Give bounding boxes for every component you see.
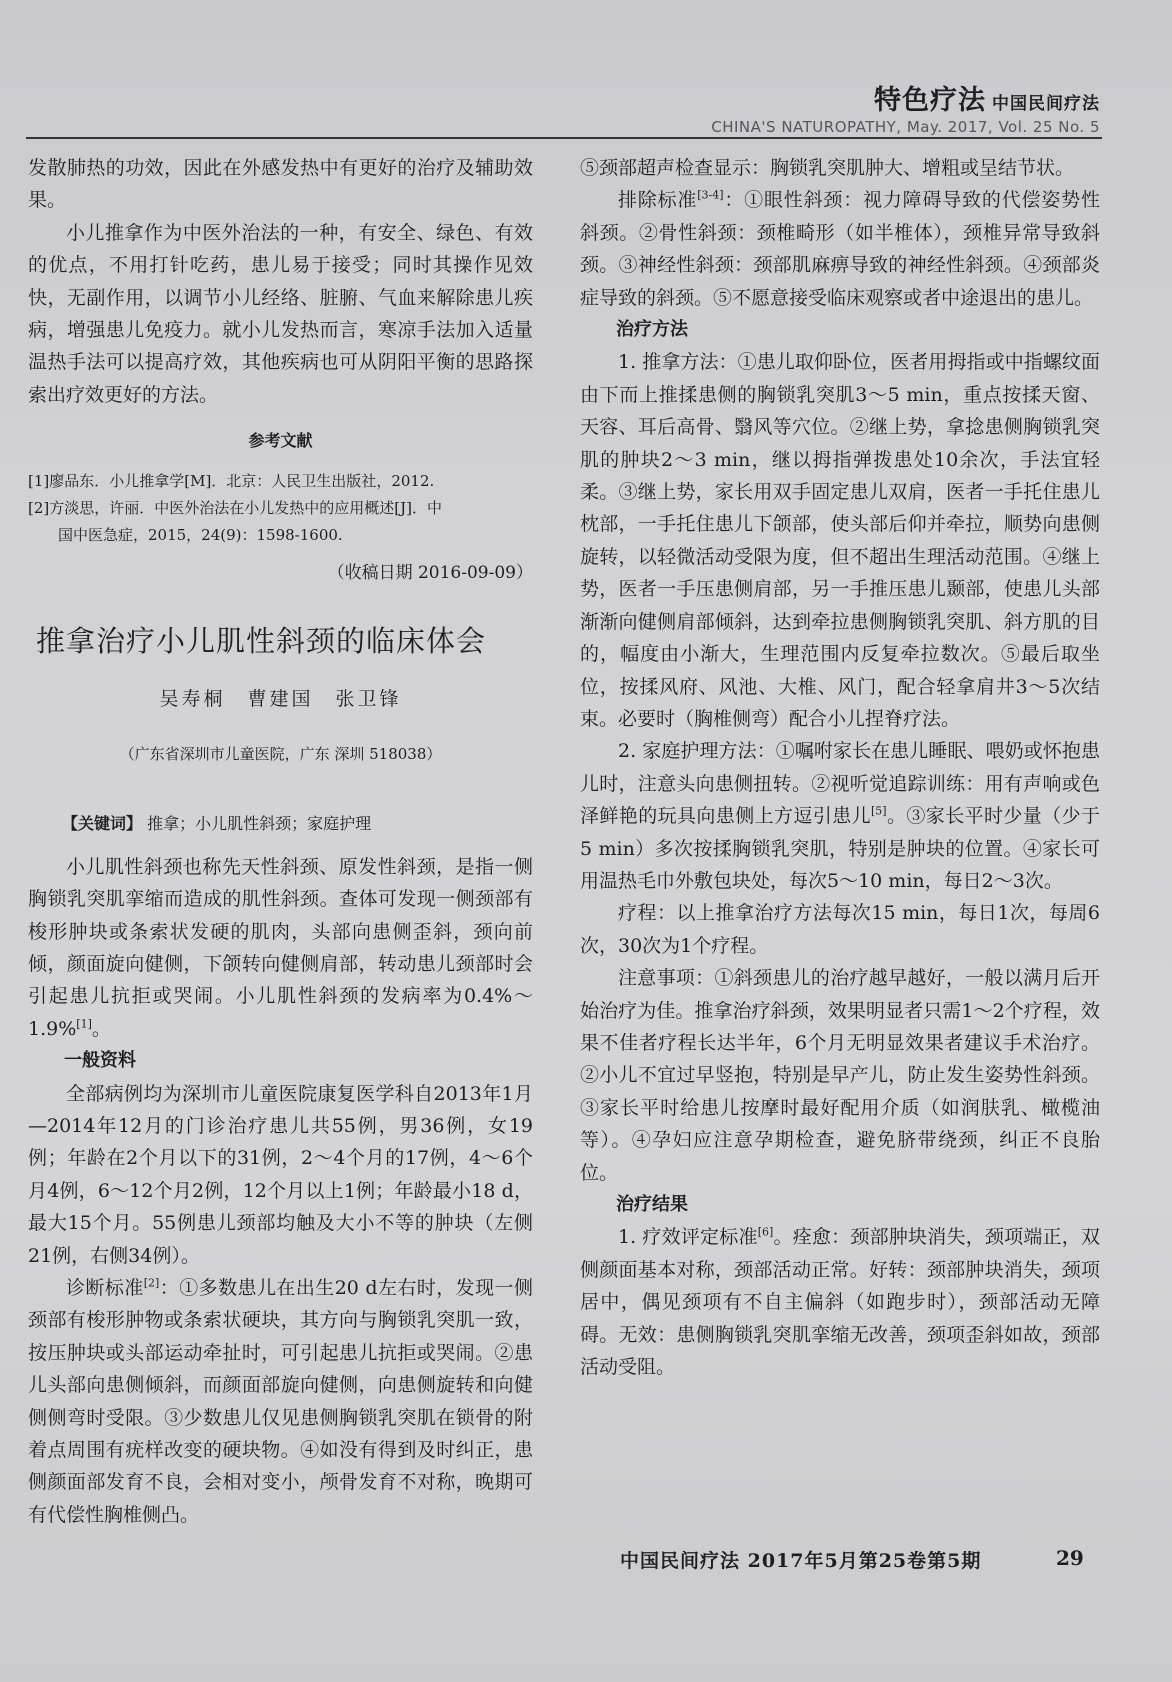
paragraph-text: 排除标准	[618, 189, 698, 212]
right-column	[580, 152, 1100, 1383]
received-date: （收稿日期 2016-09-09）	[327, 562, 533, 583]
article-authors: 吴寿桐 曹建国 张卫锋	[159, 688, 402, 711]
page-number: 29	[1056, 1546, 1084, 1570]
paragraph: 小儿推拿作为中医外治法的一种，有安全、绿色、有效的优点，不用打针吃药，患儿易于接受；同时其操作见效快，无副作用，以调节小儿经络、脏腑、气血来解除患儿疾病，增强患儿免疫力。就小儿发热而言，寒凉手法加入适量温热手法可以提高疗效，其他疾病也可从阴阳平衡的思路探索出疗效更好的方法。	[28, 221, 533, 406]
header-brand	[874, 78, 1100, 117]
citation: [1]	[76, 1017, 92, 1031]
paragraph-text: ：①多数患儿在出生20 d左右时，发现一侧颈部有梭形肿物或条索状硬块，其方向与胸锁乳突肌一致，按压肿块或头部运动牵扯时，可引起患儿抗拒或哭闹。②患儿头部向患侧倾斜，而颜面部旋向健侧，向患侧旋转和向健侧侧弯时受限。③少数患儿仅见患侧胸锁乳突肌在锁骨的附着点周围有疣样改变的硬块物。④如没有得到及时纠正，患侧颜面部发育不良，会相对变小，颅骨发育不对称，晚期可有代偿性胸椎侧凸。	[28, 1276, 533, 1526]
reference-item	[28, 495, 533, 549]
paragraph: 注意事项：①斜颈患儿的治疗越早越好，一般以满月后开始治疗为佳。推拿治疗斜颈，效果明显者只需1～2个疗程，效果不佳者疗程长达半年，6个月无明显效果者建议手术治疗。②小儿不宜过早竖抱，特别是早产儿，防止发生姿势性斜颈。③家长平时给患儿按摩时最好配用介质（如润肤乳、橄榄油等）。④孕妇应注意孕期检查，避免脐带绕颈，纠正不良胎位。	[580, 967, 1100, 1184]
citation: [3-4]	[697, 189, 724, 203]
paragraph-text: 诊断标准	[66, 1276, 144, 1299]
section-heading: 治疗方法	[616, 319, 688, 341]
keywords-text: 推拿；小儿肌性斜颈；家庭护理	[142, 814, 372, 834]
paragraph: 1. 推拿方法：①患儿取仰卧位，医者用拇指或中指螺纹面由下而上推揉患侧的胸锁乳突肌3～5 min，重点按揉天窗、天容、耳后高骨、翳风等穴位。②继上势，拿捻患侧胸锁乳突肌的肿块2～3 min，继以拇指弹拨患处10余次，手法宜轻柔。③继上势，家长用双手固定患儿双肩，医者一手托住患儿枕部，一手托住患儿下颌部，使头部后仰并牵拉，顺势向患侧旋转，以轻微活动受限为度，但不超出生理活动范围。④继上势，医者一手压患侧肩部，另一手推压患儿颞部，使患儿头部渐渐向健侧肩部倾斜，达到牵拉患侧胸锁乳突肌、斜方肌的目的，幅度由小渐大，生理范围内反复牵拉数次。⑤最后取坐位，按揉风府、风池、大椎、风门，配合轻拿肩井3～5次结束。必要时（胸椎侧弯）配合小儿捏脊疗法。	[580, 351, 1100, 730]
paragraph: 疗程：以上推拿治疗方法每次15 min，每日1次，每周6次，30次为1个疗程。	[580, 902, 1100, 957]
paragraph-text: 。	[91, 1017, 111, 1040]
header-brand-journal: 中国民间疗法	[992, 94, 1100, 114]
paragraph	[28, 1272, 533, 1531]
paragraph-text: ：①眼性斜颈：视力障碍导致的代偿姿势性斜颈。②骨性斜颈：颈椎畸形（如半椎体），颈椎异常导致斜颈。③神经性斜颈：颈部肌麻痹导致的神经性斜颈。④颈部炎症导致的斜颈。⑤不愿意接受临床观察或者中途退出的患儿。	[580, 189, 1100, 309]
reference-line: 国中医急症，2015，24(9)：1598-1600.	[58, 525, 343, 544]
header-brand-title: 特色疗法	[874, 85, 986, 116]
left-column	[28, 152, 533, 1531]
citation: [2]	[143, 1276, 160, 1290]
keywords	[62, 808, 533, 840]
paragraph	[28, 851, 533, 1045]
paragraph: ⑤颈部超声检查显示：胸锁乳突肌肿大、增粗或呈结节状。	[580, 157, 1075, 179]
author-affiliation: （广东省深圳市儿童医院，广东 深圳 518038）	[119, 744, 442, 763]
paragraph-text: 小儿肌性斜颈也称先天性斜颈、原发性斜颈，是指一侧胸锁乳突肌挛缩而造成的肌性斜颈。查体可发现一侧颈部有梭形肿块或条索状发硬的肌肉，头部向患侧歪斜，颈向前倾，颜面旋向健侧，下颌转向健侧肩部，转动患儿颈部时会引起患儿抗拒或哭闹。小儿肌性斜颈的发病率为0.4%～1.9%	[28, 855, 533, 1040]
header-journal-line: CHINA'S NATUROPATHY, May. 2017, Vol. 25 No. 5	[711, 118, 1100, 136]
references-heading: 参考文献	[248, 431, 313, 451]
footer-journal: 中国民间疗法 2017年5月第25卷第5期	[620, 1550, 982, 1572]
reference-item: [1]廖品东．小儿推拿学[M]．北京：人民卫生出版社，2012.	[28, 471, 435, 490]
article-title: 推拿治疗小儿肌性斜颈的临床体会	[36, 624, 487, 659]
section-heading: 一般资料	[64, 1050, 136, 1072]
paragraph-text: 。③家长平时少量（少于5 min）多次按揉胸锁乳突肌，特别是肿块的位置。④家长可用温热毛巾外敷包块处，每次5～10 min，每日2～3次。	[580, 805, 1100, 892]
keywords-label: 【关键词】	[62, 814, 143, 834]
paragraph-text: 1. 疗效评定标准	[618, 1226, 758, 1249]
paragraph: 全部病例均为深圳市儿童医院康复医学科自2013年1月—2014年12月的门诊治疗患儿共55例，男36例，女19例；年龄在2个月以下的31例，2～4个月的17例，4～6个月4例，6～12个月2例，12个月以上1例；年龄最小18 d，最大15个月。55例患儿颈部均触及大小不等的肿块（左侧21例，右侧34例）。	[28, 1082, 533, 1267]
header-rule	[26, 137, 1102, 139]
citation: [5]	[871, 804, 887, 818]
section-heading: 治疗结果	[616, 1194, 688, 1215]
reference-line: [2]方淡思，许丽．中医外治法在小儿发热中的应用概述[J]．中	[28, 498, 442, 517]
paragraph	[580, 735, 1100, 897]
paragraph-text: 2. 家庭护理方法：①嘱咐家长在患儿睡眠、喂奶或怀抱患儿时，注意头向患侧扭转。②视听觉追踪训练：用有声响或色泽鲜艳的玩具向患侧上方逗引患儿	[580, 740, 1100, 828]
paragraph: 发散肺热的功效，因此在外感发热中有更好的治疗及辅助效果。	[28, 157, 533, 212]
paragraph	[580, 1221, 1100, 1383]
paragraph	[580, 184, 1100, 314]
citation: [6]	[757, 1226, 774, 1240]
paragraph-text: 。痊愈：颈部肿块消失，颈项端正，双侧颜面基本对称，颈部活动正常。好转：颈部肿块消失，颈项居中，偶见颈项有不自主偏斜（如跑步时），颈部活动无障碍。无效：患侧胸锁乳突肌挛缩无改善，颈项歪斜如故，颈部活动受阻。	[580, 1226, 1100, 1379]
